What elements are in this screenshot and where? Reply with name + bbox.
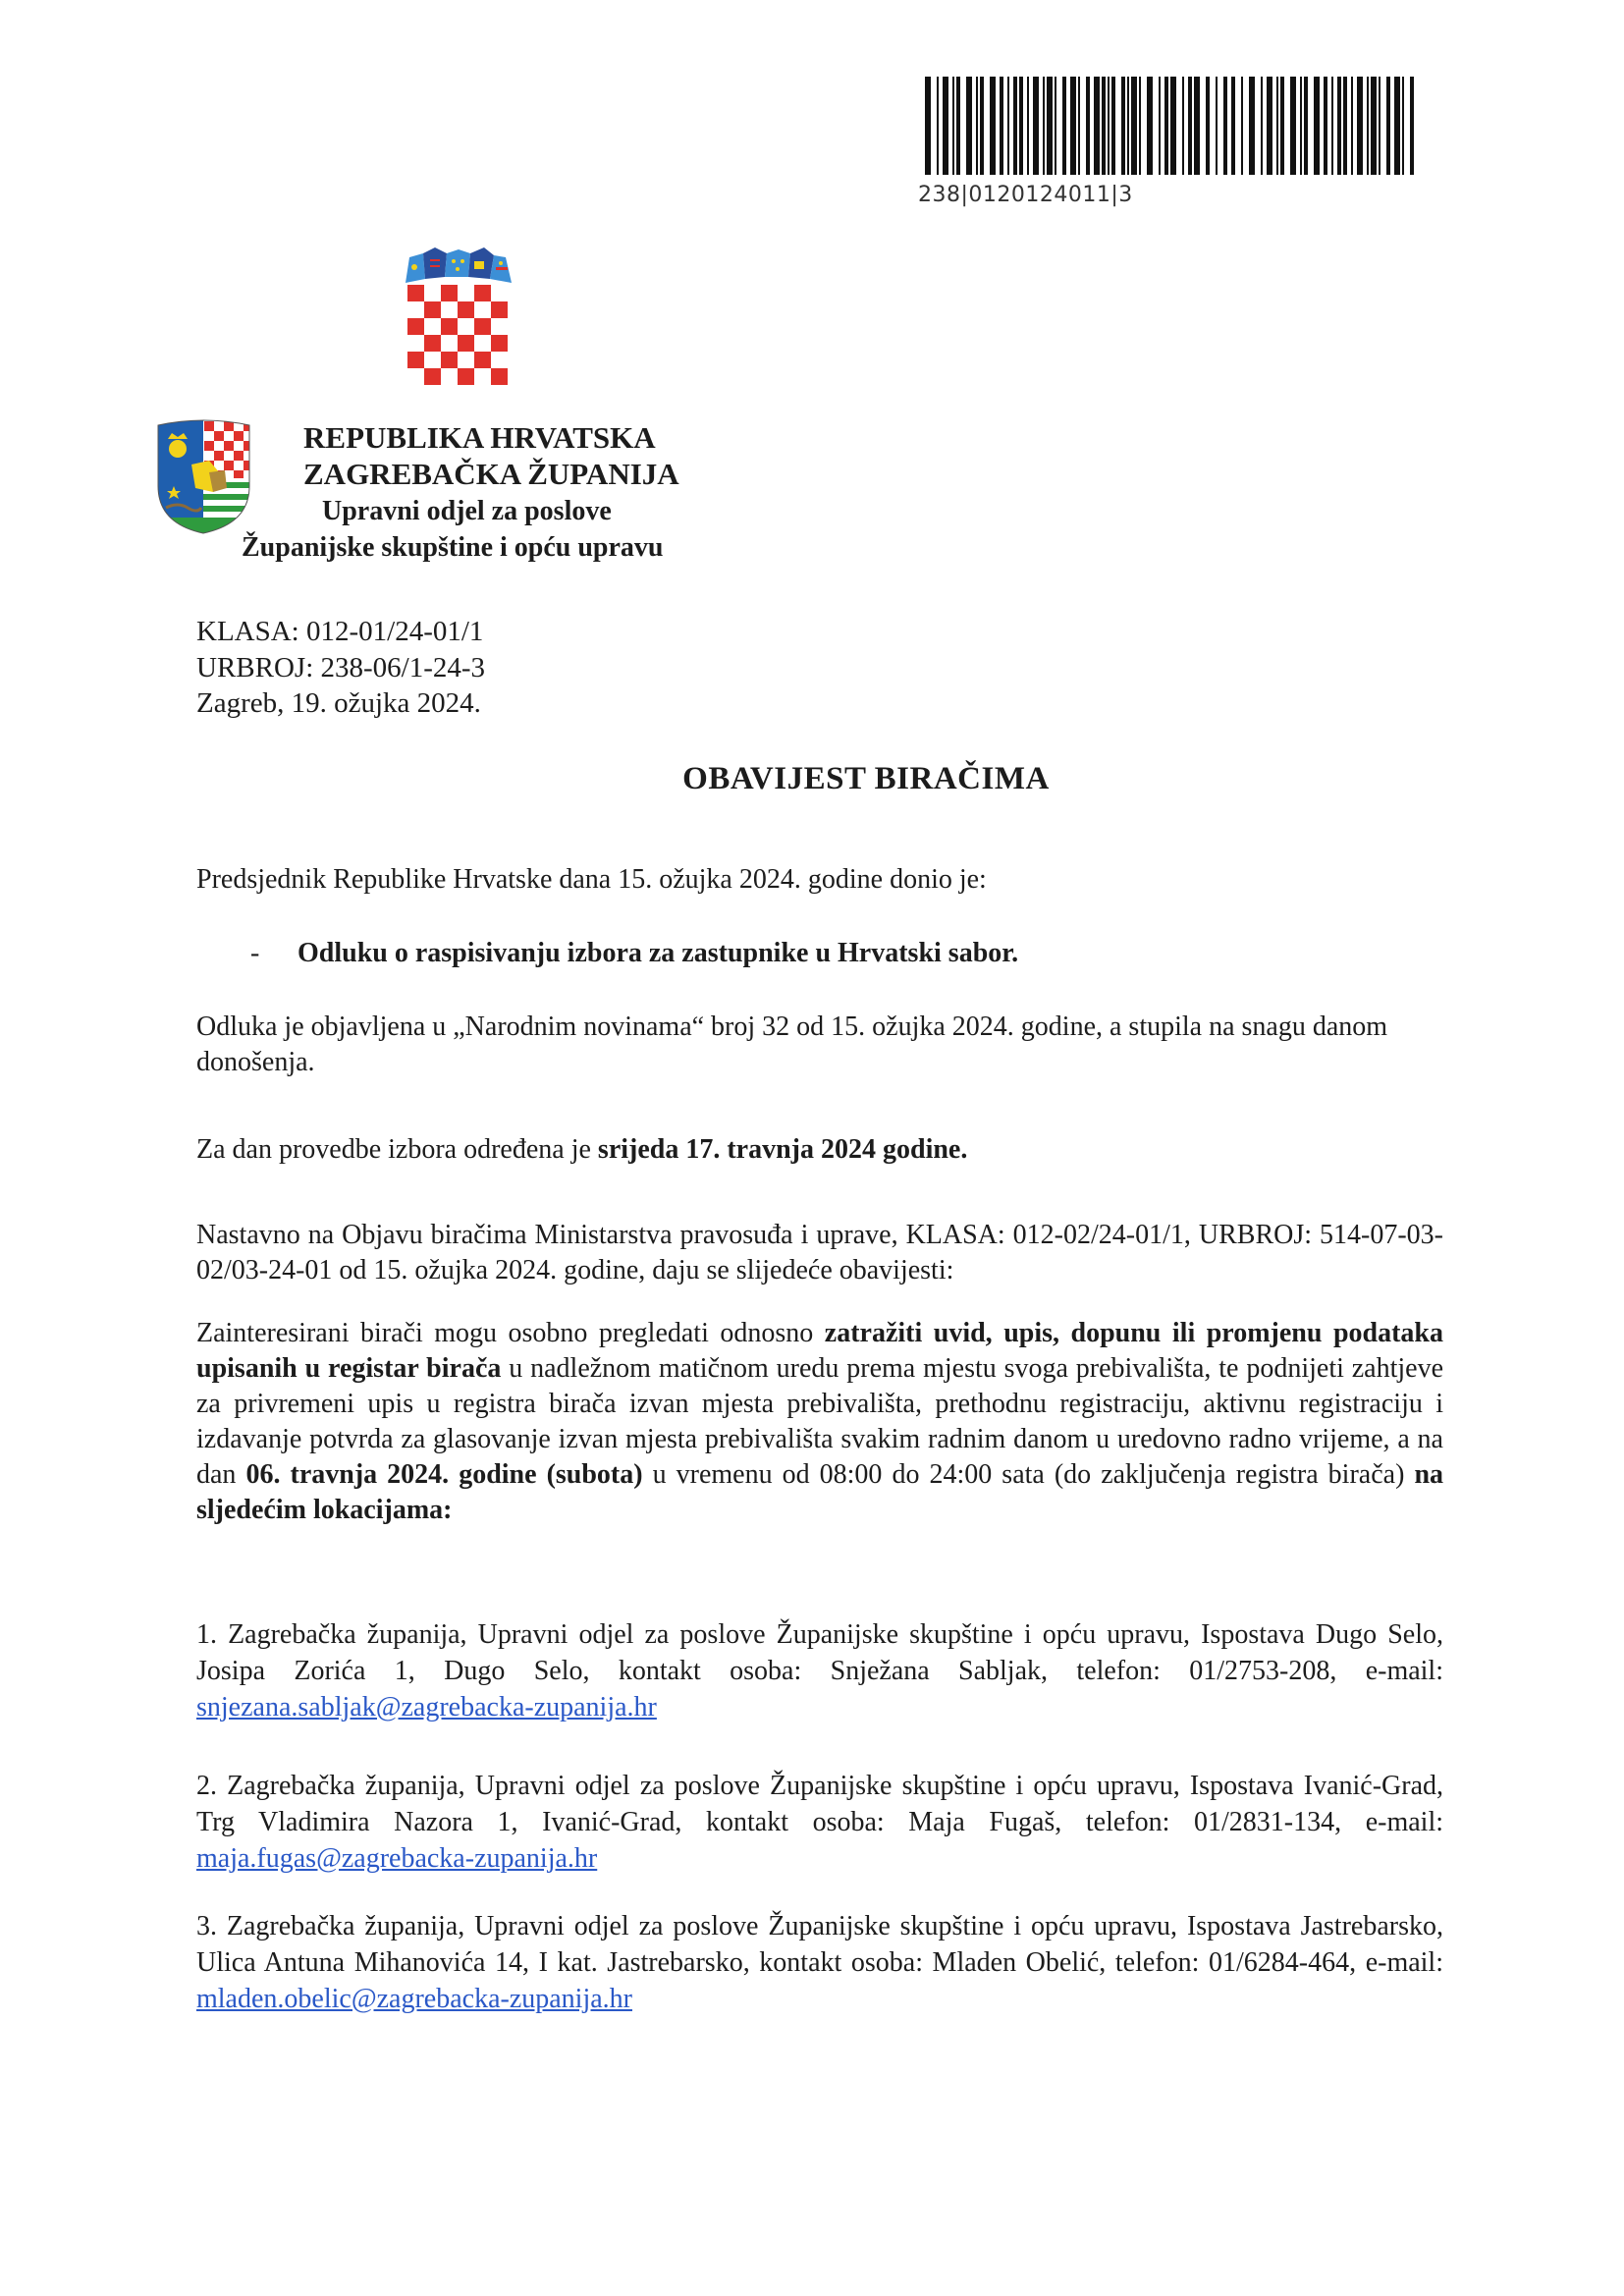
barcode-bar xyxy=(1231,77,1235,175)
barcode-bar xyxy=(1127,77,1129,175)
location-item xyxy=(196,1768,1443,1877)
barcode-bar xyxy=(952,77,954,175)
location-item xyxy=(196,1616,1443,1725)
barcode-bar xyxy=(1013,77,1017,175)
checker-square xyxy=(441,301,458,318)
paragraph-following: Nastavno na Objavu biračima Ministarstva pravosuđa i uprave, KLASA: 012-02/24-01/1, URBROJ: 514-07-03-02/03-24-01 od 15. ožujka 2024. godine, daju se slijedeće obavijesti: xyxy=(196,1220,1443,1285)
county-checker-square xyxy=(224,441,234,451)
checker-square xyxy=(407,301,424,318)
barcode-bar xyxy=(1094,77,1100,175)
barcode-bar xyxy=(1055,77,1056,175)
barcode-bar xyxy=(1351,77,1353,175)
checker-square xyxy=(491,285,508,301)
barcode-bar xyxy=(937,77,939,175)
checker-square xyxy=(441,285,458,301)
checker-square xyxy=(441,318,458,335)
barcode-bar xyxy=(943,77,948,175)
barcode-bar xyxy=(1216,77,1218,175)
county-checker-square xyxy=(224,461,234,470)
barcode-bar xyxy=(1047,77,1053,175)
barcode-bar xyxy=(1357,77,1363,175)
barcode-bar xyxy=(1314,77,1320,175)
voters-text-2: u nadležnom matičnom uredu prema mjestu svoga prebivališta, te podnijeti zahtjeve za privremeni upis u registra birača izvan mjesta prebivališta, prethodnu registraciju, aktivnu registraciju i izdavanje potvrda za glasovanje izvan mjesta prebivališta svakim radnim danom u uredovno radno vrijeme, a na dan xyxy=(196,1353,1444,1490)
barcode-bar xyxy=(1019,77,1023,175)
voters-bold-1: zatražiti uvid, upis, dopunu ili promjenu podataka upisanih u registar birača xyxy=(196,1318,1443,1384)
barcode-bar xyxy=(1194,77,1200,175)
croatian-coat-of-arms-icon xyxy=(400,246,517,393)
barcode-bar xyxy=(1139,77,1141,175)
checker-square xyxy=(424,335,441,352)
barcode-bar xyxy=(1367,77,1369,175)
barcode-bar xyxy=(1007,77,1009,175)
list-bullet: - xyxy=(250,938,260,968)
checker-square xyxy=(474,301,491,318)
barcode-bar xyxy=(1111,77,1115,175)
paragraph-published: Odluka je objavljena u „Narodnim novinama“ broj 32 od 15. ožujka 2024. godine, a stupila na snagu danom donošenja. xyxy=(196,1011,1388,1077)
crown xyxy=(406,247,512,283)
header-county: ZAGREBAČKA ŽUPANIJA xyxy=(303,457,679,491)
barcode-bar xyxy=(1304,77,1308,175)
county-checker-square xyxy=(214,431,224,441)
barcode-bar xyxy=(1280,77,1284,175)
checker-square xyxy=(458,335,474,352)
barcode-bar xyxy=(1241,77,1243,175)
barcode-bar xyxy=(1276,77,1278,175)
document-title: OBAVIJEST BIRAČIMA xyxy=(682,761,1050,796)
header-country: REPUBLIKA HRVATSKA xyxy=(303,420,656,455)
barcode-bar xyxy=(1402,77,1404,175)
barcode-bar xyxy=(1102,77,1106,175)
checker-square xyxy=(441,352,458,368)
barcode-bar xyxy=(1290,77,1296,175)
barcode-bar xyxy=(1249,77,1255,175)
barcode-bar xyxy=(1267,77,1272,175)
county-checker-square xyxy=(244,461,253,470)
checker-square xyxy=(441,368,458,385)
barcode-bar xyxy=(1337,77,1341,175)
barcode xyxy=(925,77,1416,175)
checker-square xyxy=(458,318,474,335)
barcode-bar xyxy=(976,77,978,175)
checker-square xyxy=(441,335,458,352)
checker-square xyxy=(491,368,508,385)
barcode-bar xyxy=(1000,77,1003,175)
county-checker-square xyxy=(244,441,253,451)
barcode-bar xyxy=(1086,77,1090,175)
barcode-bar xyxy=(1300,77,1302,175)
barcode-number: 238|0120124011|3 xyxy=(918,183,1133,207)
barcode-bar xyxy=(1343,77,1347,175)
barcode-bar xyxy=(1371,77,1377,175)
zagreb-county-coat-of-arms-icon xyxy=(152,417,255,535)
barcode-bar xyxy=(1062,77,1066,175)
barcode-bar xyxy=(925,77,931,175)
checker-square xyxy=(458,285,474,301)
urbroj: URBROJ: 238-06/1-24-3 xyxy=(196,652,486,683)
barcode-bar xyxy=(1331,77,1333,175)
header-department-line2: Županijske skupštine i opću upravu xyxy=(242,532,664,563)
checker-square xyxy=(407,368,424,385)
barcode-bar xyxy=(1261,77,1263,175)
barcode-bar xyxy=(1182,77,1184,175)
county-checker-square xyxy=(214,451,224,461)
barcode-bar xyxy=(1147,77,1153,175)
header-department-line1: Upravni odjel za poslove xyxy=(322,496,612,526)
email-link[interactable]: snjezana.sabljak@zagrebacka-zupanija.hr xyxy=(196,1692,657,1722)
checker-square xyxy=(424,301,441,318)
checker-square xyxy=(407,352,424,368)
checker-square xyxy=(424,318,441,335)
barcode-bar xyxy=(1131,77,1137,175)
checker-square xyxy=(474,285,491,301)
email-link[interactable]: mladen.obelic@zagrebacka-zupanija.hr xyxy=(196,1984,632,2014)
checker-square xyxy=(458,352,474,368)
barcode-bar xyxy=(1410,77,1414,175)
election-day-prefix: Za dan provedbe izbora određena je xyxy=(196,1134,598,1165)
voters-bold-2: 06. travnja 2024. godine (subota) xyxy=(245,1459,643,1490)
barcode-bar xyxy=(1043,77,1045,175)
barcode-bar xyxy=(956,77,960,175)
barcode-bar xyxy=(1164,77,1168,175)
election-day-date: srijeda 17. travnja 2024 godine. xyxy=(597,1134,968,1165)
county-checker-square xyxy=(204,421,214,431)
checker-square xyxy=(491,301,508,318)
barcode-bar xyxy=(1159,77,1161,175)
barcode-bar xyxy=(1078,77,1080,175)
barcode-bar xyxy=(1188,77,1192,175)
location-text: 1. Zagrebačka županija, Upravni odjel za poslove Županijske skupštine i opću upravu, Ispostava Dugo Selo, Josipa Zorića 1, Dugo Selo, kontakt osoba: Snježana Sabljak, telefon: 01/2753-208, e-mail: xyxy=(196,1619,1443,1686)
checkerboard xyxy=(407,285,508,385)
checker-square xyxy=(474,352,491,368)
county-checker-square xyxy=(234,451,244,461)
checker-square xyxy=(474,335,491,352)
checker-square xyxy=(458,368,474,385)
barcode-bar xyxy=(1027,77,1029,175)
checker-square xyxy=(491,335,508,352)
barcode-bar xyxy=(1121,77,1125,175)
checker-square xyxy=(407,285,424,301)
barcode-bar xyxy=(1070,77,1076,175)
barcode-bar xyxy=(1324,77,1327,175)
county-checker-square xyxy=(234,431,244,441)
barcode-bar xyxy=(1379,77,1380,175)
klasa: KLASA: 012-01/24-01/1 xyxy=(196,616,484,647)
voters-bold-3: na sljedećim lokacijama: xyxy=(196,1459,1444,1525)
checker-square xyxy=(474,368,491,385)
checker-square xyxy=(491,352,508,368)
checker-square xyxy=(474,318,491,335)
barcode-bar xyxy=(1394,77,1400,175)
barcode-bar xyxy=(980,77,984,175)
barcode-bar xyxy=(1223,77,1227,175)
voters-text-1: Zainteresirani birači mogu osobno pregledati odnosno xyxy=(196,1318,825,1348)
checker-square xyxy=(424,368,441,385)
barcode-bar xyxy=(1033,77,1039,175)
paragraph-president: Predsjednik Republike Hrvatske dana 15. ožujka 2024. godine donio je: xyxy=(196,864,987,895)
checker-square xyxy=(458,301,474,318)
county-checker-square xyxy=(224,421,234,431)
barcode-bar xyxy=(990,77,996,175)
paragraph-election-day xyxy=(196,1132,1443,1168)
checker-square xyxy=(407,335,424,352)
location-item xyxy=(196,1908,1443,2017)
paragraph-voters xyxy=(196,1316,1443,1528)
checker-square xyxy=(491,318,508,335)
checker-square xyxy=(424,352,441,368)
barcode-bar xyxy=(1170,77,1176,175)
checker-square xyxy=(424,285,441,301)
barcode-bar xyxy=(1386,77,1390,175)
barcode-bar xyxy=(1206,77,1210,175)
decision-item: Odluku o raspisivanju izbora za zastupnike u Hrvatski sabor. xyxy=(298,938,1019,968)
date-place: Zagreb, 19. ožujka 2024. xyxy=(196,687,481,719)
location-text: 2. Zagrebačka županija, Upravni odjel za poslove Županijske skupštine i opću upravu, Ispostava Ivanić-Grad, Trg Vladimira Nazora 1, Ivanić-Grad, kontakt osoba: Maja Fugaš, telefon: 01/2831-134, e-mail: xyxy=(196,1771,1443,1837)
voters-text-3: u vremenu od 08:00 do 24:00 sata (do zaključenja registra birača) xyxy=(642,1459,1415,1490)
email-link[interactable]: maja.fugas@zagrebacka-zupanija.hr xyxy=(196,1843,598,1874)
checker-square xyxy=(407,318,424,335)
county-checker-square xyxy=(244,421,253,431)
barcode-bar xyxy=(1108,77,1110,175)
location-text: 3. Zagrebačka županija, Upravni odjel za poslove Županijske skupštine i opću upravu, Ispostava Jastrebarsko, Ulica Antuna Mihanovića 14, I kat. Jastrebarsko, kontakt osoba: Mladen Obelić, telefon: 01/6284-464, e-mail: xyxy=(196,1911,1443,1978)
barcode-bar xyxy=(966,77,972,175)
county-checker-square xyxy=(204,441,214,451)
